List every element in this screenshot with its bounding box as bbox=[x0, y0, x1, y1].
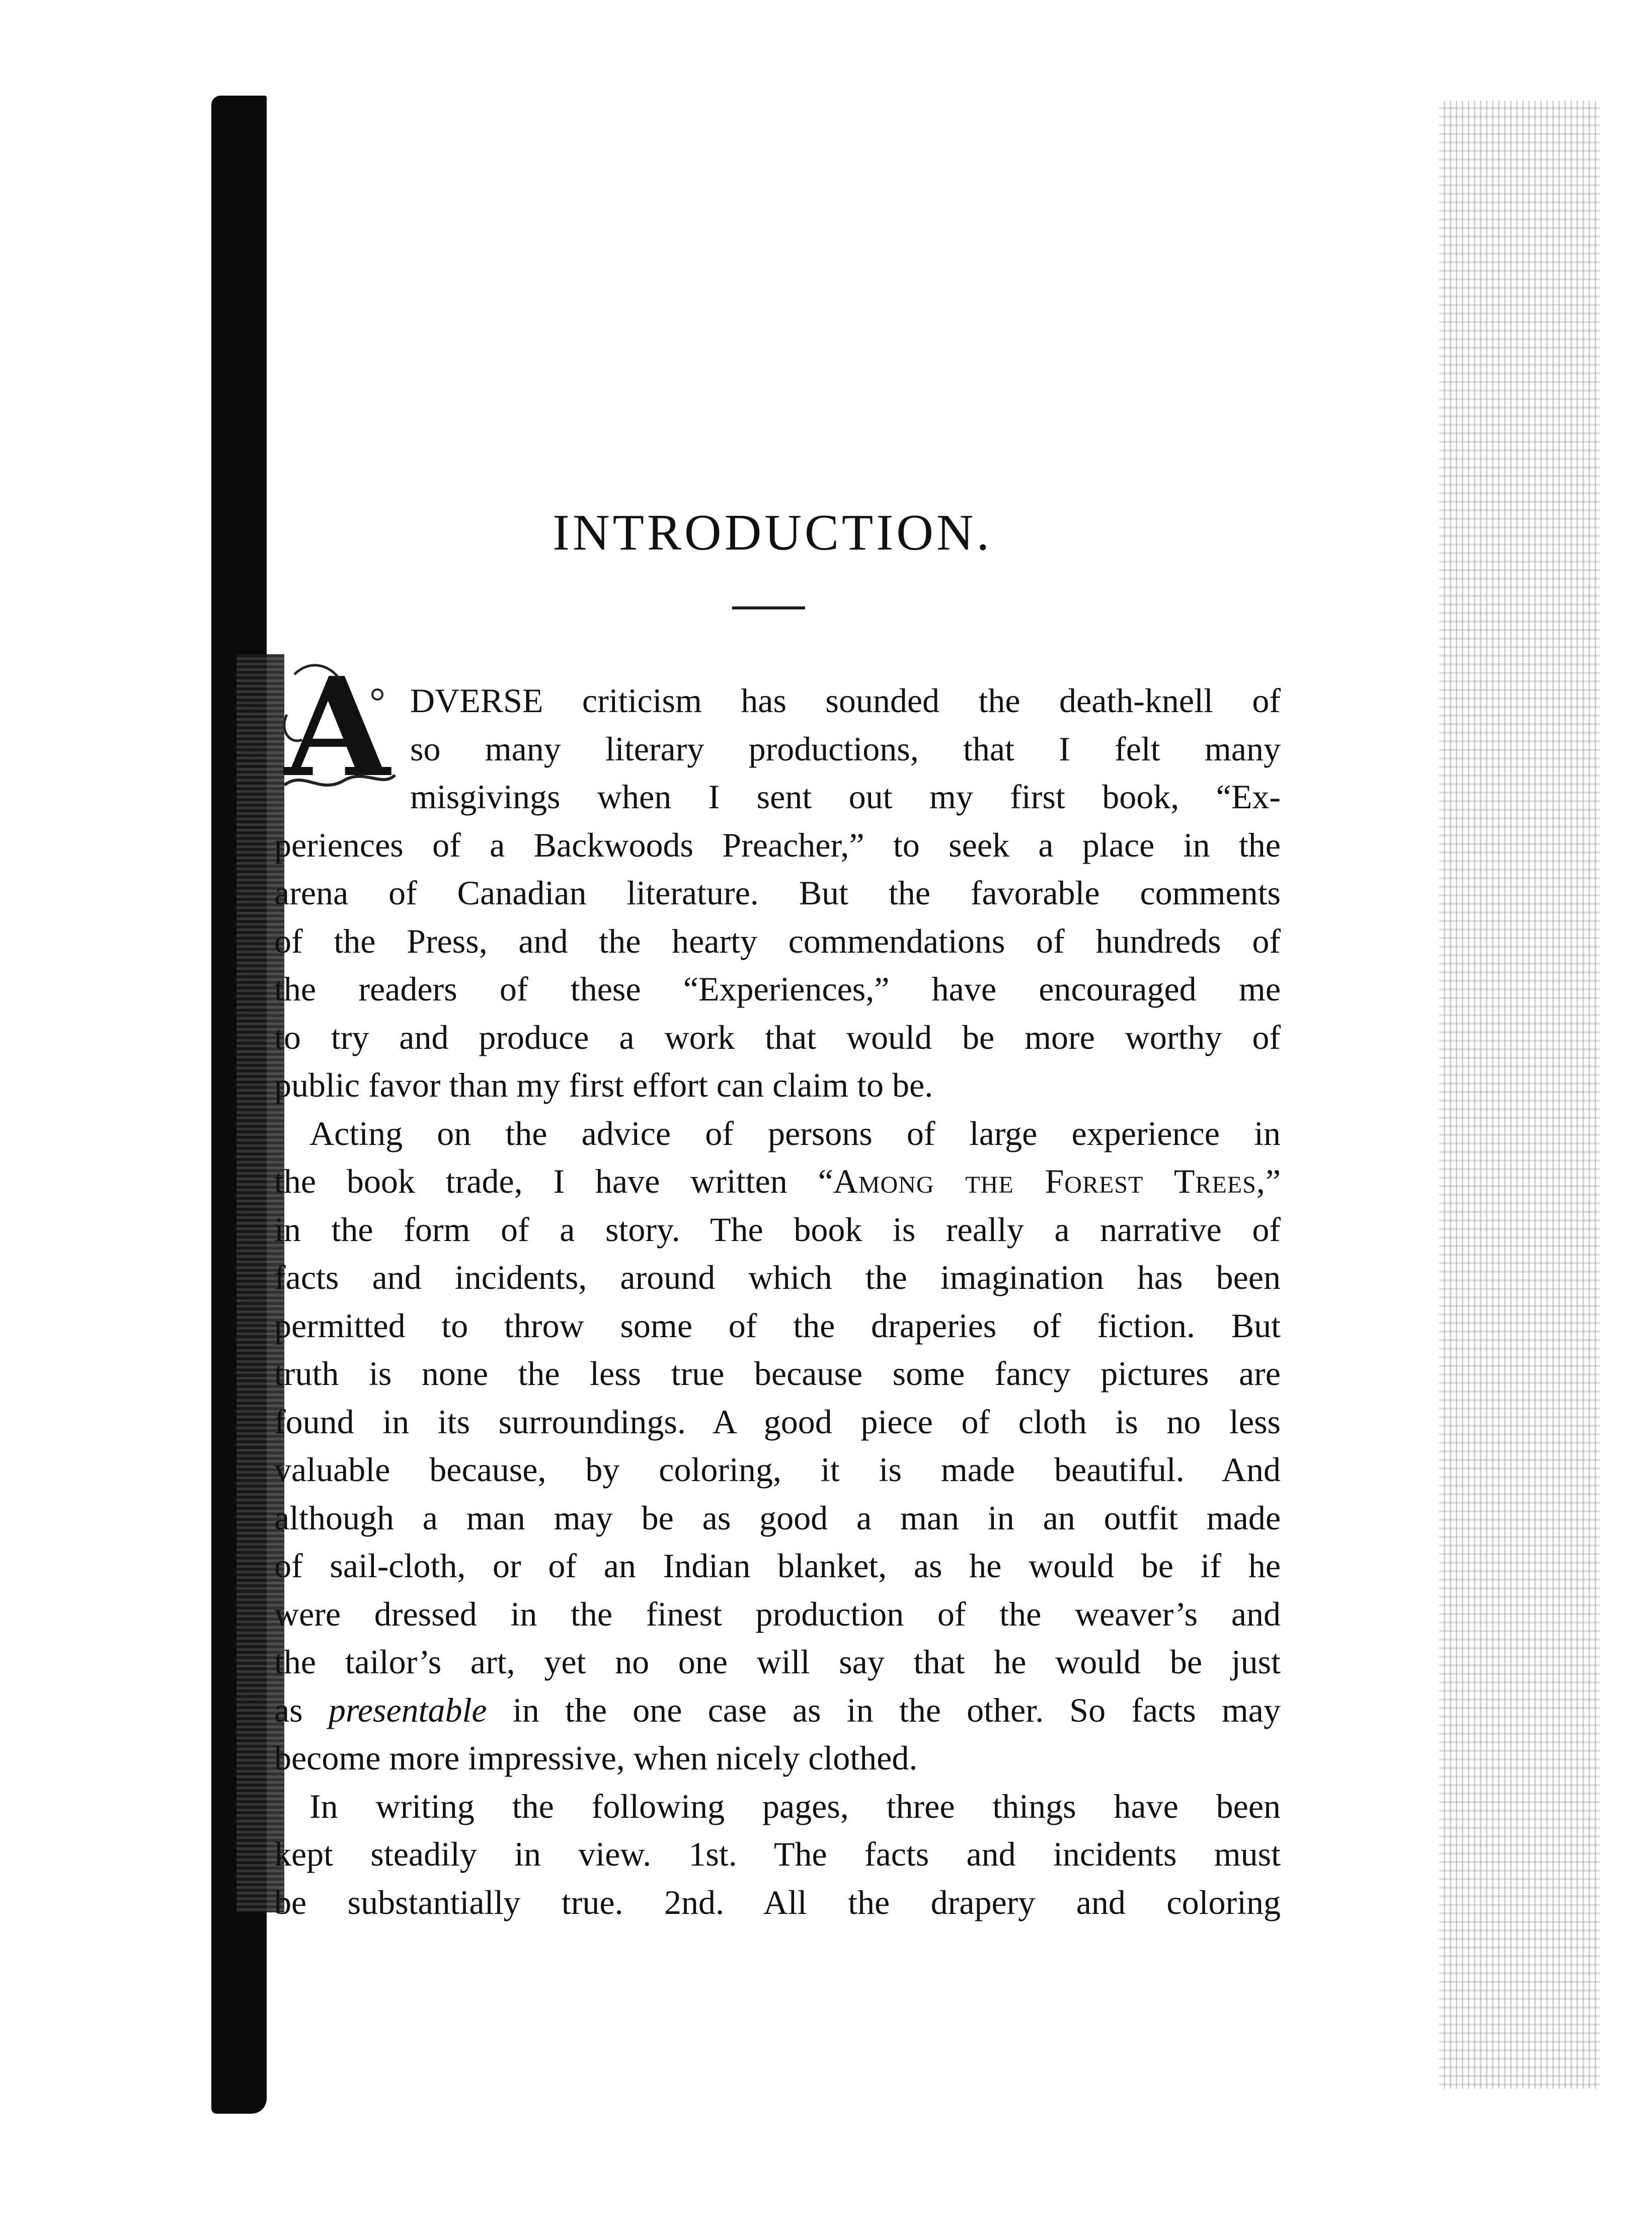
text-line: periences of a Backwoods Preacher,” to seek a place in the bbox=[274, 825, 1281, 864]
text-line: the book trade, I have written “Among the Forest Trees,” bbox=[274, 1162, 1281, 1200]
text-line: facts and incidents, around which the imagination has been bbox=[274, 1258, 1281, 1296]
text-line: of sail-cloth, or of an Indian blanket, as he would be if he bbox=[274, 1547, 1281, 1585]
text-line: public favor than my first effort can claim to be. bbox=[274, 1066, 933, 1104]
text-line: In writing the following pages, three things have been bbox=[309, 1787, 1281, 1825]
page-title: INTRODUCTION. bbox=[552, 504, 993, 562]
text-line: be substantially true. 2nd. All the drapery and coloring bbox=[274, 1883, 1281, 1921]
text-line: to try and produce a work that would be more worthy of bbox=[274, 1018, 1281, 1056]
text-line: so many literary productions, that I felt many bbox=[410, 729, 1281, 768]
text-line: of the Press, and the hearty commendations of hundreds of bbox=[274, 921, 1281, 960]
text-line: the tailor’s art, yet no one will say that he would be just bbox=[274, 1643, 1281, 1681]
text-line: kept steadily in view. 1st. The facts and incidents must bbox=[274, 1835, 1281, 1873]
book-title-smallcaps: Among the Forest Trees, bbox=[833, 1162, 1266, 1200]
drop-cap-letter: A bbox=[284, 647, 390, 807]
text-line: valuable because, by coloring, it is made beautiful. And bbox=[274, 1450, 1281, 1489]
text-line: were dressed in the finest production of the weaver’s and bbox=[274, 1594, 1281, 1633]
introduction-text bbox=[274, 677, 1281, 1926]
text-line: although a man may be as good a man in an outfit made bbox=[274, 1498, 1281, 1537]
text-line: as presentable in the one case as in the other. So facts may bbox=[274, 1690, 1281, 1729]
italic-word: presentable bbox=[328, 1690, 487, 1729]
text-line: the readers of these “Experiences,” have encouraged me bbox=[274, 970, 1281, 1008]
text-line: misgivings when I sent out my first book, “Ex- bbox=[410, 778, 1281, 816]
text-line: permitted to throw some of the draperies of fiction. But bbox=[274, 1306, 1281, 1345]
title-rule bbox=[732, 606, 805, 609]
text-line: Acting on the advice of persons of large experience in bbox=[309, 1114, 1281, 1152]
text-line: in the form of a story. The book is really a narrative of bbox=[274, 1210, 1281, 1249]
text-line: found in its surroundings. A good piece of cloth is no less bbox=[274, 1402, 1281, 1441]
text-line: DVERSE criticism has sounded the death-knell of bbox=[410, 681, 1281, 720]
text-line: become more impressive, when nicely clothed. bbox=[274, 1739, 918, 1777]
text-line: truth is none the less true because some fancy pictures are bbox=[274, 1354, 1281, 1393]
text-line: arena of Canadian literature. But the favorable comments bbox=[274, 874, 1281, 912]
page-edge-speckle bbox=[1439, 101, 1600, 2089]
